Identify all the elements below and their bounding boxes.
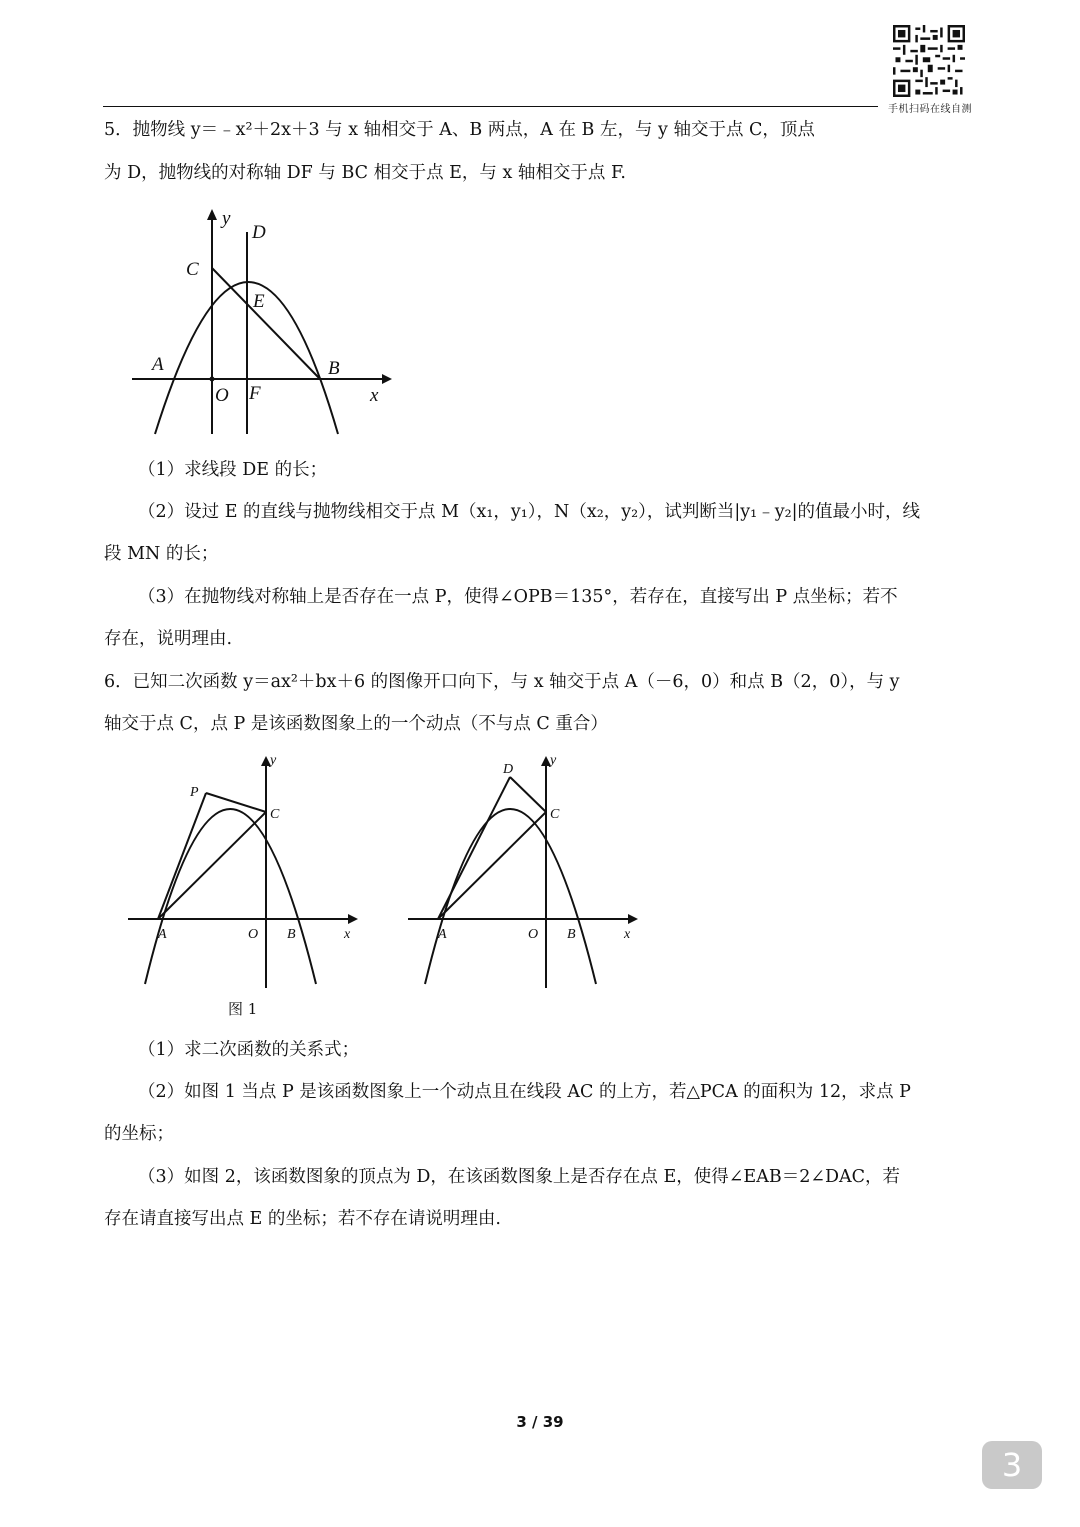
q6-part-2-line-1: （2）如图 1 当点 P 是该函数图象上一个动点且在线段 AC 的上方，若△PCA 的面积为 12，求点 P (138, 1082, 911, 1102)
q5-label-x: x (370, 385, 379, 406)
q6f2-label-y: y (550, 753, 557, 768)
q5-label-b: B (328, 358, 340, 379)
q5-stem-line-2: 为 D，抛物线的对称轴 DF 与 BC 相交于点 E，与 x 轴相交于点 F. (104, 163, 626, 183)
q6f2-label-b: B (567, 927, 576, 942)
q5-label-c: C (186, 259, 199, 280)
q5-x-axis-arrow-icon (382, 374, 392, 384)
q6f1-label-a: A (158, 927, 167, 942)
q5-label-o: O (215, 385, 229, 406)
q5-label-a: A (152, 354, 164, 375)
q5-label-e: E (253, 291, 265, 312)
q6f2-label-x: x (624, 927, 631, 942)
q5-segment-bc (212, 268, 320, 379)
q6f2-label-d: D (503, 762, 514, 777)
q5-figure (120, 200, 400, 445)
q6f2-label-c: C (550, 807, 560, 822)
q5-stem-line-1: 5．抛物线 y＝﹣x²＋2x＋3 与 x 轴相交于 A、B 两点，A 在 B 左，与 y 轴交于点 C，顶点 (104, 120, 815, 140)
q6f1-x-axis-arrow-icon (348, 914, 358, 924)
q5-y-axis-arrow-icon (207, 209, 217, 220)
q6f1-label-p: P (190, 785, 199, 800)
q6f2-segment-ac (438, 812, 546, 919)
q5-part-3-line-1: （3）在抛物线对称轴上是否存在一点 P，使得∠OPB＝135°，若存在，直接写出 P 点坐标；若不 (138, 587, 898, 607)
q6-part-3-line-1: （3）如图 2，该函数图象的顶点为 D，在该函数图象上是否存在点 E，使得∠EAB＝2∠DAC，若 (138, 1167, 901, 1187)
q5-part-2-line-1: （2）设过 E 的直线与抛物线相交于点 M（x₁，y₁），N（x₂，y₂），试判断当|y₁﹣y₂|的值最小时，线 (138, 502, 920, 522)
q6-stem-line-2: 轴交于点 C，点 P 是该函数图象上的一个动点（不与点 C 重合） (104, 714, 608, 734)
q6f1-label-y: y (270, 753, 277, 768)
q6-figure-1 (120, 752, 370, 1022)
q5-label-y: y (222, 208, 231, 229)
q6f2-segment-dc (510, 777, 546, 812)
q6-figure-2 (400, 752, 650, 997)
q6-part-1: （1）求二次函数的关系式； (138, 1040, 360, 1060)
q6f1-label-b: B (287, 927, 296, 942)
q6f2-label-a: A (438, 927, 447, 942)
q6f2-x-axis-arrow-icon (628, 914, 638, 924)
page-badge[interactable]: 3 (982, 1441, 1042, 1489)
q6-part-3-line-2: 存在请直接写出点 E 的坐标；若不存在请说明理由. (104, 1209, 501, 1229)
qr-code-icon (893, 25, 965, 97)
header-rule (103, 106, 878, 107)
page-number: 3 / 39 (516, 1413, 564, 1431)
q5-label-f: F (249, 383, 261, 404)
q6f1-segment-pa (158, 793, 206, 919)
q5-part-2-line-2: 段 MN 的长； (104, 544, 219, 564)
q6f2-label-o: O (528, 927, 539, 942)
q5-label-d: D (252, 222, 266, 243)
q6f1-segment-ac (158, 812, 266, 919)
q6-stem-line-1: 6．已知二次函数 y＝ax²＋bx＋6 的图像开口向下，与 x 轴交于点 A（－6，0）和点 B（2，0），与 y (104, 672, 900, 692)
q6-figure-1-caption: 图 1 (228, 1000, 258, 1018)
q5-part-3-line-2: 存在，说明理由. (104, 629, 233, 649)
q5-part-1: （1）求线段 DE 的长； (138, 460, 328, 480)
q6f2-parabola (425, 809, 596, 984)
q6f1-parabola (145, 809, 316, 984)
q6f1-label-x: x (344, 927, 351, 942)
q5-origin-dot (210, 377, 215, 382)
qr-caption: 手机扫码在线自测 (888, 104, 972, 115)
q6-part-2-line-2: 的坐标； (104, 1124, 174, 1144)
q6f1-label-o: O (248, 927, 259, 942)
q6f1-label-c: C (270, 807, 280, 822)
q6f2-segment-da (438, 777, 510, 919)
